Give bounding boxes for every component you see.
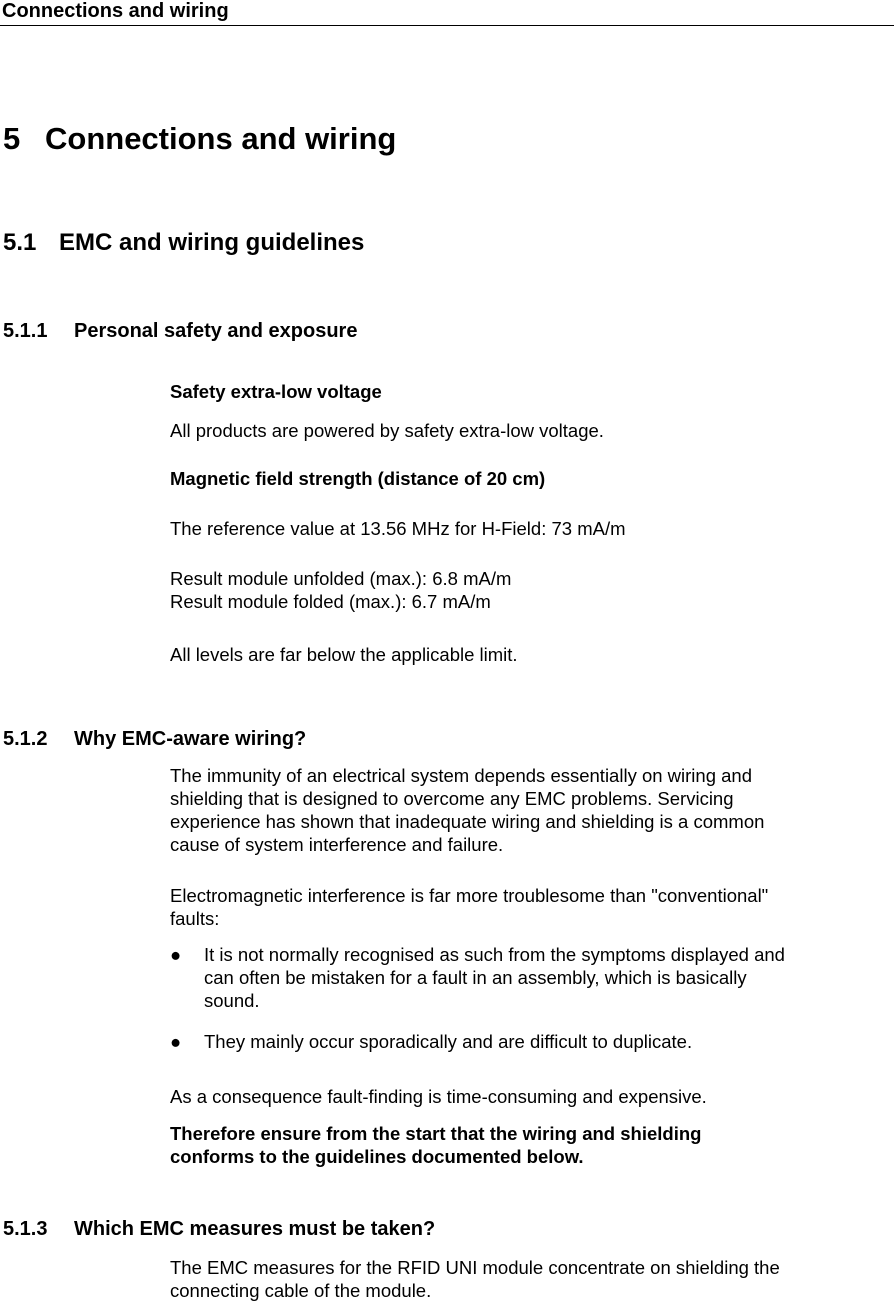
bullet-line: It is not normally recognised as such from the symptoms displayed and <box>204 944 785 965</box>
result-folded: Result module folded (max.): 6.7 mA/m <box>170 591 491 612</box>
reference-text: The reference value at 13.56 MHz for H-Field: 73 mA/m <box>170 518 626 539</box>
why-emc-paragraph-2 <box>170 884 888 930</box>
bullet-dot-icon: ● <box>170 1031 182 1052</box>
emphasis-line: conforms to the guidelines documented below. <box>170 1146 584 1167</box>
safety-text: All products are powered by safety extra-low voltage. <box>170 420 604 441</box>
consequence-text: As a consequence fault-finding is time-consuming and expensive. <box>170 1086 707 1107</box>
section-5-1-2-title: Why EMC-aware wiring? <box>74 728 307 750</box>
running-header <box>0 0 894 26</box>
chapter-title: Connections and wiring <box>45 121 397 156</box>
section-5-1-2-heading <box>3 727 306 751</box>
section-5-1-1-number: 5.1.1 <box>3 320 48 342</box>
paragraph-line: experience has shown that inadequate wiring and shielding is a common <box>170 811 765 832</box>
paragraph-line: Electromagnetic interference is far more troublesome than "conventional" <box>170 885 769 906</box>
paragraph-line: The EMC measures for the RFID UNI module concentrate on shielding the <box>170 1257 780 1278</box>
chapter-number: 5 <box>3 121 21 156</box>
bullet-line: can often be mistaken for a fault in an assembly, which is basically <box>204 967 747 988</box>
emphasis-line: Therefore ensure from the start that the wiring and shielding <box>170 1123 702 1144</box>
magnetic-heading: Magnetic field strength (distance of 20 cm) <box>170 468 546 489</box>
section-5-1-heading <box>3 228 364 258</box>
paragraph-line: The immunity of an electrical system depends essentially on wiring and <box>170 765 753 786</box>
bullet-line: They mainly occur sporadically and are difficult to duplicate. <box>204 1031 693 1052</box>
section-5-1-title: EMC and wiring guidelines <box>59 229 365 256</box>
chapter-heading <box>3 120 396 158</box>
bullet-dot-icon: ● <box>170 944 182 965</box>
section-5-1-3-heading <box>3 1217 435 1241</box>
section-5-1-2-number: 5.1.2 <box>3 728 48 750</box>
section-5-1-1-title: Personal safety and exposure <box>74 320 358 342</box>
section-5-1-3-number: 5.1.3 <box>3 1218 48 1240</box>
section-5-1-1-heading <box>3 319 357 343</box>
section-5-1-number: 5.1 <box>3 229 37 256</box>
paragraph-line: shielding that is designed to overcome any EMC problems. Servicing <box>170 788 734 809</box>
levels-text: All levels are far below the applicable limit. <box>170 644 518 665</box>
why-emc-paragraph-1 <box>170 764 888 856</box>
paragraph-line: cause of system interference and failure. <box>170 834 504 855</box>
paragraph-line: faults: <box>170 908 220 929</box>
emphasis-paragraph <box>170 1122 888 1168</box>
bullet-item-1 <box>170 943 888 1012</box>
bullet-item-2 <box>170 1030 888 1053</box>
section-5-1-3-title: Which EMC measures must be taken? <box>74 1218 436 1240</box>
bullet-line: sound. <box>204 990 260 1011</box>
running-header-title: Connections and wiring <box>2 0 229 22</box>
safety-heading: Safety extra-low voltage <box>170 381 382 402</box>
paragraph-line: connecting cable of the module. <box>170 1280 432 1301</box>
emc-measures-paragraph <box>170 1256 888 1302</box>
result-unfolded: Result module unfolded (max.): 6.8 mA/m <box>170 568 512 589</box>
